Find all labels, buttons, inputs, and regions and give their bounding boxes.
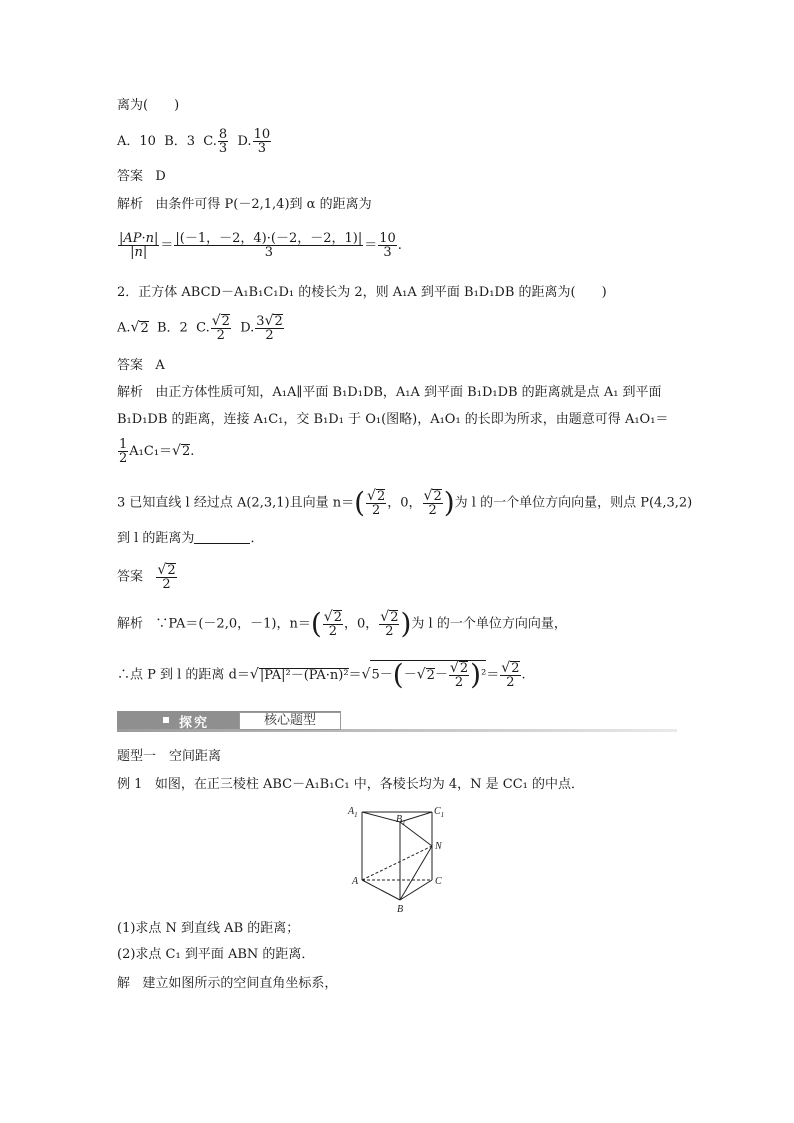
- prism-figure: [340, 800, 455, 915]
- banner-title-right: 核心题型: [239, 712, 341, 730]
- q2-options: A.√2 B．2 C. $\frac{√2}{2}$ D. $\frac{3√2}{2}$: [117, 313, 283, 343]
- label-a1: $A_1$: [348, 806, 358, 819]
- q3-analysis-2: ∴点 P 到 l 的距离 d＝√|PA|²－(PA·n)²＝√5－(－√2－ $\frac{√2}{2}$ )²＝ $\frac{√2}{2}$ .: [117, 658, 526, 691]
- q1-answer: 答案 D: [117, 169, 166, 184]
- q2-analysis-3: $\frac{1}{2}$ A₁C₁＝√2.: [119, 437, 195, 466]
- label-b1: $B_1$: [396, 814, 406, 827]
- q3-text: 3 已知直线 l 经过点 A(2,3,1)且向量 n＝( $\frac{√2}{2}$ ，0， $\frac{√2}{2}$ )为 l 的一个单位方向向量，则点 P(4,3,2): [117, 486, 693, 519]
- q2-analysis-2: B₁D₁DB 的距离，连接 A₁C₁，交 B₁D₁ 于 O₁(图略)，A₁O₁ 的长即为所求，由题意可得 A₁O₁＝: [117, 412, 669, 427]
- label-b: B: [397, 904, 404, 915]
- banner-square-icon: [163, 717, 169, 723]
- answer-blank[interactable]: [194, 530, 250, 544]
- label-c1: $C_1$: [434, 806, 445, 819]
- solution: 解 建立如图所示的空间直角坐标系，: [117, 976, 338, 991]
- q2-text: 2．正方体 ABCD－A₁B₁C₁D₁ 的棱长为 2，则 A₁A 到平面 B₁D₁DB 的距离为( ): [117, 285, 607, 300]
- type1-title: 题型一 空间距离: [117, 749, 222, 764]
- q3-text-2: 到 l 的距离为 ．: [117, 531, 264, 546]
- part2: (2)求点 C₁ 到平面 ABN 的距离．: [117, 947, 315, 962]
- example1: 例 1 如图，在正三棱柱 ABC－A₁B₁C₁ 中，各棱长均为 4，N 是 CC₁ 的中点．: [117, 777, 585, 792]
- q2-answer: 答案 A: [117, 358, 165, 373]
- q3-analysis-1: 解析 ∵PA＝(－2,0，－1)，n＝( $\frac{√2}{2}$ ，0， $\frac{√2}{2}$ )为 l 的一个单位方向向量，: [117, 607, 567, 640]
- banner-title-left: 探究: [179, 716, 210, 731]
- section-banner: [117, 711, 677, 731]
- q1-formula: $\frac{|AP\cdot n|}{|n|}$ ＝ $\frac{|(-1,-2,4)\cdot(-2,-2,1)|}{3}$ ＝ $\frac{10}{3}$ .: [119, 231, 402, 260]
- label-n: N: [435, 841, 442, 852]
- label-a: A: [352, 876, 359, 887]
- part1: (1)求点 N 到直线 AB 的距离；: [117, 921, 300, 936]
- q1-analysis: 解析 由条件可得 P(－2,1,4)到 α 的距离为: [117, 197, 372, 212]
- label-c: C: [435, 876, 442, 887]
- q2-analysis-1: 解析 由正方体性质可知，A₁A∥平面 B₁D₁DB，A₁A 到平面 B₁D₁DB 的距离就是点 A₁ 到平面: [117, 385, 662, 400]
- q1-tail: 离为( ): [117, 98, 180, 113]
- q1-options: A．10 B．3 C. $\frac{8}{3}$ D. $\frac{10}{3}$: [117, 127, 271, 156]
- q3-answer: 答案 $\frac{√2}{2}$: [117, 562, 176, 592]
